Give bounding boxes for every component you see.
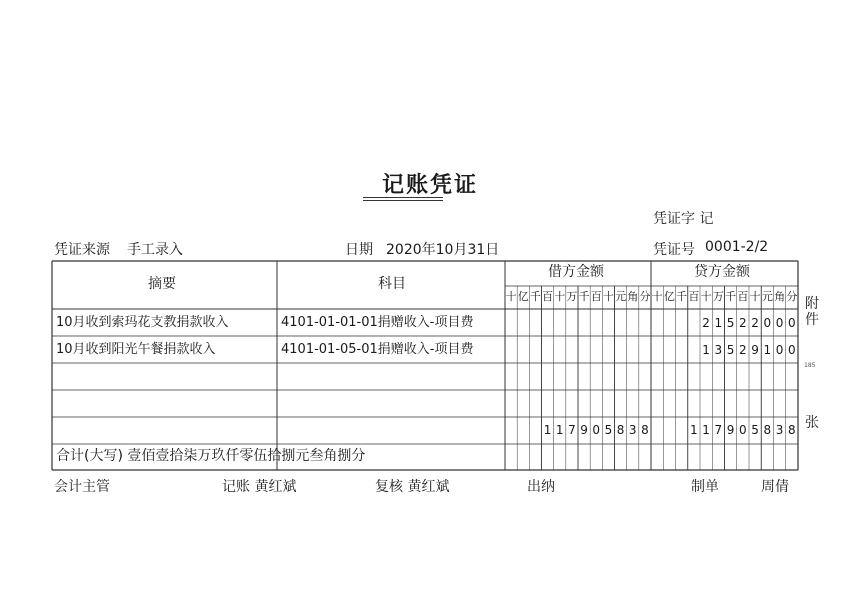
total-credit-digit-8: 5 xyxy=(751,423,759,437)
total-debit-digit-7: 0 xyxy=(592,423,601,437)
total-debit-digit-8: 5 xyxy=(604,423,613,437)
footer-cashier: 出纳 xyxy=(527,479,555,495)
attachment-unit: 张 xyxy=(805,415,819,431)
debit-unit-6: 千 xyxy=(578,290,590,303)
header-account: 科目 xyxy=(378,276,406,292)
debit-unit-8: 十 xyxy=(602,290,614,303)
total-credit-digit-10: 3 xyxy=(775,423,784,437)
total-debit-digit-4: 1 xyxy=(555,423,564,437)
total-debit-digit-9: 8 xyxy=(616,423,625,437)
total-debit-digit-6: 9 xyxy=(580,423,588,437)
footer-preparer-label: 制单 xyxy=(691,479,719,495)
row-1-credit-digit-10: 0 xyxy=(775,343,784,357)
credit-unit-8: 十 xyxy=(749,290,761,303)
debit-unit-1: 亿 xyxy=(517,290,529,303)
total-label: 合计(大写) 壹佰壹拾柒万玖仟零伍拾捌元叁角捌分 xyxy=(56,448,366,464)
credit-unit-10: 角 xyxy=(774,290,786,303)
total-debit-digit-3: 1 xyxy=(543,423,552,437)
credit-unit-1: 亿 xyxy=(663,290,675,303)
row-1-credit-digit-7: 2 xyxy=(739,343,747,357)
row-1-credit-digit-4: 1 xyxy=(702,343,710,357)
row-0-credit-digit-4: 2 xyxy=(702,316,710,330)
row-1-credit-digit-6: 5 xyxy=(726,343,735,357)
row-1-credit-digit-5: 3 xyxy=(714,343,723,357)
row-0-credit-digit-6: 5 xyxy=(726,316,735,330)
debit-unit-11: 分 xyxy=(639,290,651,303)
credit-unit-9: 元 xyxy=(761,290,773,303)
header-credit: 贷方金额 xyxy=(694,264,750,280)
debit-unit-2: 千 xyxy=(529,290,541,303)
row-0-credit-digit-9: 0 xyxy=(763,316,772,330)
debit-unit-10: 角 xyxy=(627,290,639,303)
date-label: 日期 xyxy=(345,242,373,258)
total-credit-digit-11: 8 xyxy=(788,423,796,437)
total-credit-digit-5: 7 xyxy=(714,423,723,437)
row-1-account: 4101-01-05-01捐赠收入-项目费 xyxy=(281,342,474,357)
row-0-credit-digit-8: 2 xyxy=(751,316,759,330)
attachment-count: 185 xyxy=(804,362,816,369)
row-1-credit-digit-9: 1 xyxy=(763,343,772,357)
voucher-no-value: 0001-2/2 xyxy=(705,239,769,255)
date-value: 2020年10月31日 xyxy=(386,242,500,258)
source-value: 手工录入 xyxy=(127,242,183,258)
credit-unit-6: 千 xyxy=(725,290,737,303)
debit-unit-9: 元 xyxy=(615,290,627,303)
footer-reviewer: 复核 黄红斌 xyxy=(375,479,450,495)
footer-preparer-name: 周倩 xyxy=(761,479,789,495)
row-0-account: 4101-01-01-01捐赠收入-项目费 xyxy=(281,315,474,330)
header-summary: 摘要 xyxy=(148,276,176,292)
total-credit-digit-9: 8 xyxy=(763,423,772,437)
debit-unit-5: 万 xyxy=(566,290,578,303)
total-credit-digit-7: 0 xyxy=(739,423,747,437)
row-1-credit-digit-8: 9 xyxy=(751,343,759,357)
row-1-summary: 10月收到阳光午餐捐款收入 xyxy=(56,342,216,357)
credit-unit-0: 十 xyxy=(651,290,663,303)
row-0-credit-digit-11: 0 xyxy=(788,316,796,330)
footer-bookkeeper: 记账 黄红斌 xyxy=(222,479,297,495)
voucher-title: 记账凭证 xyxy=(381,173,478,198)
debit-unit-3: 百 xyxy=(542,290,554,303)
total-debit-digit-5: 7 xyxy=(568,423,576,437)
footer-chief-accountant: 会计主管 xyxy=(54,479,110,495)
total-debit-digit-11: 8 xyxy=(641,423,649,437)
credit-unit-3: 百 xyxy=(688,290,700,303)
total-credit-digit-4: 1 xyxy=(702,423,710,437)
voucher-no-label: 凭证号 xyxy=(653,242,695,258)
row-0-credit-digit-5: 1 xyxy=(714,316,723,330)
attachment-label: 附件 xyxy=(805,296,819,328)
debit-unit-4: 十 xyxy=(554,290,566,303)
source-label: 凭证来源 xyxy=(54,242,110,258)
row-0-credit-digit-10: 0 xyxy=(775,316,784,330)
credit-unit-4: 十 xyxy=(700,290,712,303)
credit-unit-11: 分 xyxy=(786,290,798,303)
debit-unit-0: 十 xyxy=(505,290,517,303)
total-debit-digit-10: 3 xyxy=(628,423,637,437)
row-0-credit-digit-7: 2 xyxy=(739,316,747,330)
voucher-word: 凭证字 记 xyxy=(653,211,714,227)
header-debit: 借方金额 xyxy=(548,264,604,280)
row-0-summary: 10月收到索玛花支教捐款收入 xyxy=(56,315,229,330)
total-credit-digit-3: 1 xyxy=(690,423,698,437)
total-credit-digit-6: 9 xyxy=(726,423,735,437)
debit-unit-7: 百 xyxy=(590,290,602,303)
row-1-credit-digit-11: 0 xyxy=(788,343,796,357)
credit-unit-7: 百 xyxy=(737,290,749,303)
credit-unit-5: 万 xyxy=(712,290,724,303)
credit-unit-2: 千 xyxy=(676,290,688,303)
